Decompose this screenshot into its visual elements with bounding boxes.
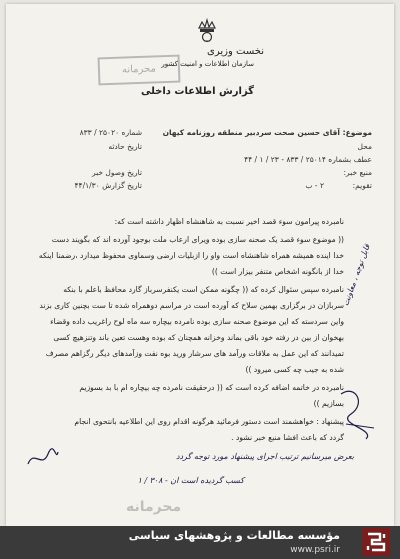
- body-line: خدا از بانگونه اشخاص متنفر بیزار است )): [211, 267, 344, 276]
- body-line: شده به جیب چه کسی میرود )): [245, 365, 344, 374]
- ministry-title: نخست وزیری: [207, 46, 264, 57]
- body-line: گردد که باعث افشا منبع خبر نشود .: [231, 433, 344, 442]
- reference-field: عطف بشماره ۲۵۰۱۴ / ۸۳۳ - ۲۳ / ۱ / ۴۴: [244, 155, 372, 164]
- organization-name: سازمان اطلاعات و امنیت کشور: [161, 60, 254, 68]
- report-title: گزارش اطلاعات داخلی: [140, 86, 254, 97]
- body-line: واین سردسته که این موضوع صحنه سازی بوده نامرده بیچاره سه ماه لوح راغریب داده وقضاء: [50, 317, 344, 326]
- institute-url[interactable]: www.psri.ir: [290, 545, 340, 555]
- initials-scribble: [24, 444, 60, 474]
- number-field: شماره ۲۵۰۲۰ / ۸۳۳: [79, 128, 142, 137]
- receipt-date-field: تاریخ وصول خبر: [91, 168, 142, 177]
- body-line: نامبرده در خاتمه اضافه کرده است که (( درحقیقت نامرده چه بیچاره ام با بد بسوزیم: [79, 383, 344, 392]
- report-date-field: تاریخ گزارش ۴۴/۱/۳۰: [74, 181, 142, 190]
- place-field: محل: [357, 142, 372, 151]
- evaluation-value: ۲ - ب: [305, 181, 324, 190]
- body-line: بسازیم )): [313, 399, 344, 408]
- institute-logo-icon: [362, 528, 390, 556]
- subject-field: موضوع: آقای حسین صحت سردبیر منطقه روزنامه کیهان: [162, 128, 372, 137]
- body-line: پیشنهاد : خواهشمند است دستور فرمائید هرگونه اقدام روی این اطلاعیه بانتحوی انجام: [74, 417, 344, 426]
- body-line: نامبرده سپس سئوال کرده که (( چگونه ممکن است یکنفرسرباز گارد محافظ باعلم با بنکه: [63, 285, 344, 294]
- body-line: سربازان در برگزاری بهمین سلاح که آورده است در مراسم دوهمراه شده تا ست بچنین کاری بزند: [39, 301, 344, 310]
- confidential-stamp: محرمانه: [98, 55, 181, 86]
- body-line: نامبرده پیرامون سوء قصد اخیر نسبت به شاهنشاه اظهار داشته است که:: [114, 217, 344, 226]
- body-line: (( موضوع سوء قصد یک صحنه سازی بوده ویرای ارعاب ملت بوجود آورده اند که بگویند دست: [51, 235, 344, 244]
- handwritten-note: بعرض میرسانیم ترتیب اجرای پیشنهاد مورد توجه گردد: [175, 452, 354, 461]
- event-date-field: تاریخ حادثه: [108, 142, 142, 151]
- confidential-watermark: محرمانه: [126, 499, 182, 515]
- body-line: خدا اینده همیشه همراه شاهنشاه است واو را ازبلیات ارضی وسماوی محفوظ میدارد ،رضمنا اینکه: [38, 251, 344, 260]
- handwritten-note: کسب گردیده است ان - ۳۰۸ / ۱: [137, 476, 244, 485]
- margin-note: قابل توجه ، معاونت: [341, 243, 372, 308]
- crown-emblem-icon: [196, 18, 218, 44]
- document-page: [6, 4, 394, 526]
- institute-footer: [0, 526, 400, 559]
- body-line: بهخوان از بین در رفته خود باقی بماند وخزانه همچنان که بوده وهست تعین باند وتنزهیچ کسی: [53, 333, 344, 342]
- evaluation-label: تقویم:: [352, 181, 372, 190]
- signature-scribble: [336, 384, 386, 444]
- institute-name: مؤسسه مطالعات و پژوهشهای سیاسی: [128, 529, 340, 542]
- body-line: تمیدانند که این عمل به ملاقات ورآمد های سرشار ورید بوه نفت وزآمدهای دیگر رگزاهم مصرف: [45, 349, 344, 358]
- source-field: منبع خبر:: [343, 168, 372, 177]
